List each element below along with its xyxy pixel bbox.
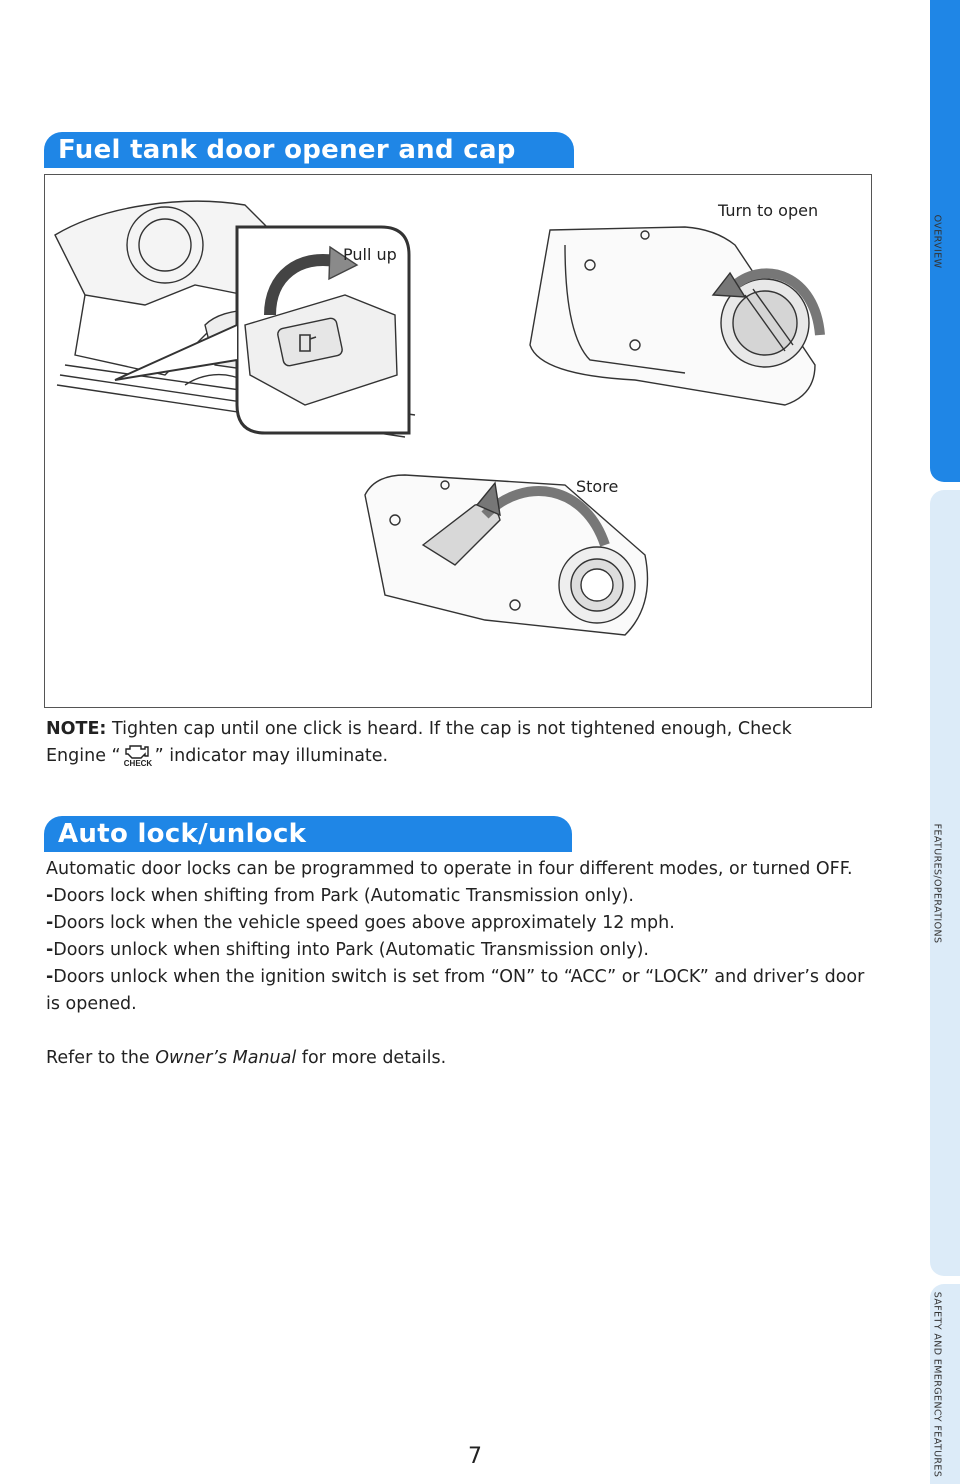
note-paragraph [46,716,846,770]
side-tab-overview[interactable] [930,0,960,482]
refer-prefix: Refer to the [46,1048,156,1068]
note-text-2: ” indicator may illuminate. [154,746,389,766]
side-tab-features-label: FEATURES/OPERATIONS [931,823,943,943]
section-title-fuel: Fuel tank door opener and cap [58,135,516,165]
note-text-1: Tighten cap until one click is heard. If the cap is not tightened enough, Check Engine “ [46,719,792,766]
refer-suffix: for more details. [296,1048,447,1068]
auto-lock-bullet-1: Doors lock when shifting from Park (Automatic Transmission only). [53,886,634,906]
side-tab-overview-label: OVERVIEW [931,214,943,268]
list-item: -Doors unlock when the ignition switch is set from “ON” to “ACC” or “LOCK” and driver’s door is opened. [46,967,865,1014]
auto-lock-bullet-4: Doors unlock when the ignition switch is set from “ON” to “ACC” or “LOCK” and driver’s door is opened. [46,967,865,1014]
list-item: -Doors lock when the vehicle speed goes above approximately 12 mph. [46,913,675,933]
owners-manual-title: Owner’s Manual [155,1048,297,1068]
section-title-auto-lock: Auto lock/unlock [58,819,307,849]
auto-lock-intro: Automatic door locks can be programmed to operate in four different modes, or turned OFF. [46,859,853,879]
check-engine-icon-text: CHECK [123,759,152,767]
label-turn-to-open: Turn to open [718,201,819,220]
refer-line [46,1045,866,1072]
section-header-auto-lock [44,816,572,852]
side-tab-safety[interactable] [930,1284,960,1484]
fuel-door-illustration [44,174,872,708]
check-engine-icon [121,743,155,767]
side-tab-safety-label: SAFETY AND EMERGENCY FEATURES [931,1291,943,1477]
illustration-drawing [45,175,871,707]
page-number: 7 [468,1444,482,1469]
list-item: -Doors unlock when shifting into Park (Automatic Transmission only). [46,940,649,960]
list-item: -Doors lock when shifting from Park (Automatic Transmission only). [46,886,634,906]
section-header-fuel [44,132,574,168]
side-tab-features[interactable] [930,490,960,1276]
auto-lock-bullet-3: Doors unlock when shifting into Park (Automatic Transmission only). [53,940,649,960]
note-label: NOTE: [46,719,107,739]
label-pull-up: Pull up [343,245,397,264]
auto-lock-body [46,856,866,1072]
auto-lock-bullet-2: Doors lock when the vehicle speed goes above approximately 12 mph. [53,913,675,933]
label-store: Store [576,477,619,496]
